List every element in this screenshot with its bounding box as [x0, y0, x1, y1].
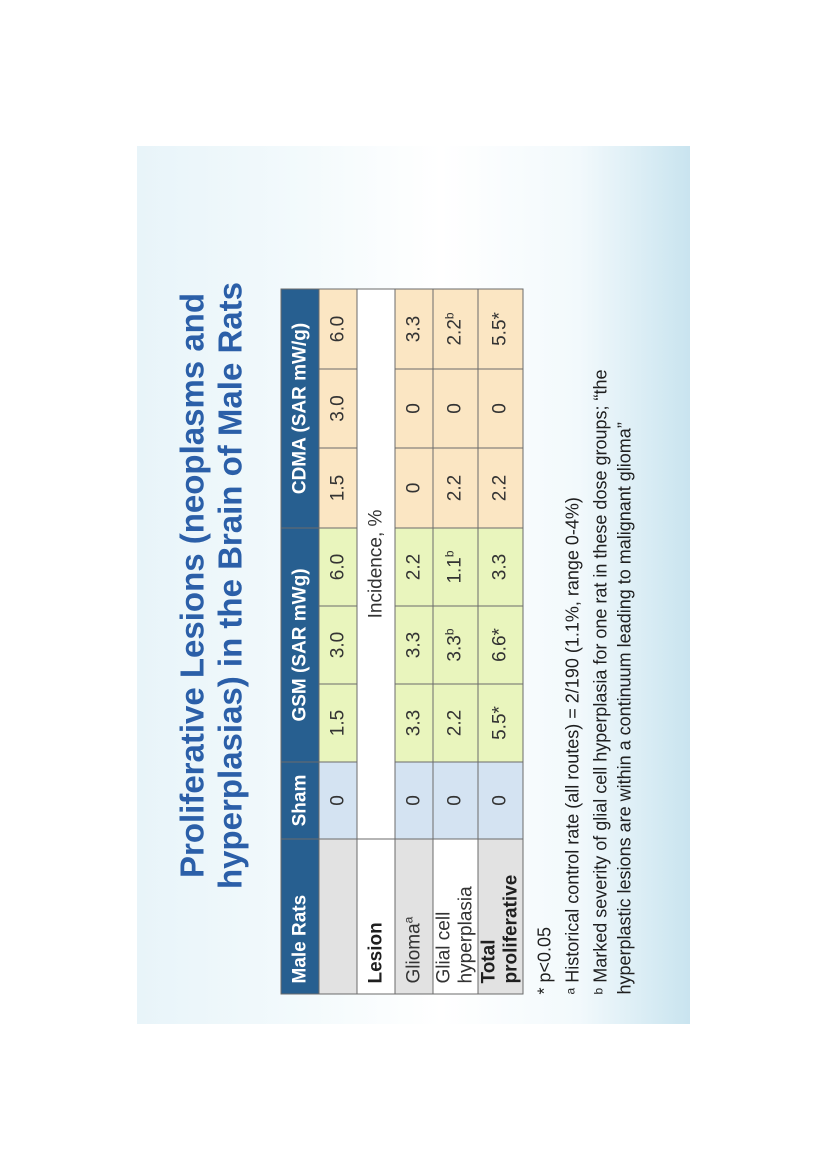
value-cell: 3.3: [395, 684, 433, 762]
value-cell: 2.2: [478, 447, 523, 527]
row-label: Glial cell hyperplasia: [433, 839, 478, 994]
section-row: [357, 288, 395, 993]
dose-cell: 3.0: [319, 368, 357, 447]
title-line-1: Proliferative Lesions (neoplasms and: [173, 292, 210, 878]
value-cell: 0: [395, 447, 433, 527]
value-cell: 0: [478, 368, 523, 447]
value-cell: 3.3: [395, 606, 433, 684]
section-label: Lesion: [357, 839, 395, 994]
dose-cell: 0: [319, 762, 357, 839]
row-label: Total proliferative: [478, 839, 523, 994]
title-line-2: hyperplasias) in the Brain of Male Rats: [211, 281, 248, 889]
header-cdma: CDMA (SAR mW/g): [281, 288, 319, 527]
dose-row-label: [319, 839, 357, 994]
header-row: [281, 288, 319, 993]
value-cell: 2.2: [395, 527, 433, 605]
slide-title: [173, 146, 249, 1024]
value-cell: 0: [433, 762, 478, 839]
slide: [137, 146, 690, 1024]
table-row: [395, 288, 433, 993]
slide-frame: [137, 146, 690, 1024]
dose-cell: 1.5: [319, 447, 357, 527]
value-cell: 3.3$^b$: [433, 606, 478, 684]
header-sham: Sham: [281, 762, 319, 839]
value-cell: 2.2: [433, 684, 478, 762]
table-row: [433, 288, 478, 993]
dose-cell: 6.0: [319, 527, 357, 605]
lesions-table: [280, 288, 523, 994]
value-cell: 0: [478, 762, 523, 839]
table-row: [478, 288, 523, 993]
footnote-b: $^b$ Marked severity of glial cell hyperplasia for one rat in these dose groups; “the hyperplastic lesions are within a continuum leading to malignant glioma”: [590, 368, 634, 994]
value-cell: 3.3: [395, 288, 433, 368]
dose-cell: 6.0: [319, 288, 357, 368]
value-cell: 3.3: [478, 527, 523, 605]
dose-cell: 1.5: [319, 684, 357, 762]
header-male-rats: Male Rats: [281, 839, 319, 994]
value-cell: 6.6*: [478, 606, 523, 684]
value-cell: 5.5*: [478, 684, 523, 762]
value-cell: 5.5*: [478, 288, 523, 368]
value-cell: 2.2: [433, 447, 478, 527]
value-cell: 0: [395, 762, 433, 839]
value-cell: 2.2$^b$: [433, 288, 478, 368]
value-cell: 0: [433, 368, 478, 447]
footnotes: [532, 174, 640, 994]
dose-cell: 3.0: [319, 606, 357, 684]
dose-row: [319, 288, 357, 993]
row-label: Glioma$^a$: [395, 839, 433, 994]
incidence-label: Incidence, %: [357, 288, 395, 838]
value-cell: 0: [395, 368, 433, 447]
header-gsm: GSM (SAR mWg): [281, 527, 319, 761]
footnote-a: $^a$ Historical control rate (all routes) = 2/190 (1.1%, range 0-4%): [562, 496, 582, 994]
footnote-star: * p<0.05: [534, 926, 554, 994]
value-cell: 1.1$^b$: [433, 527, 478, 605]
